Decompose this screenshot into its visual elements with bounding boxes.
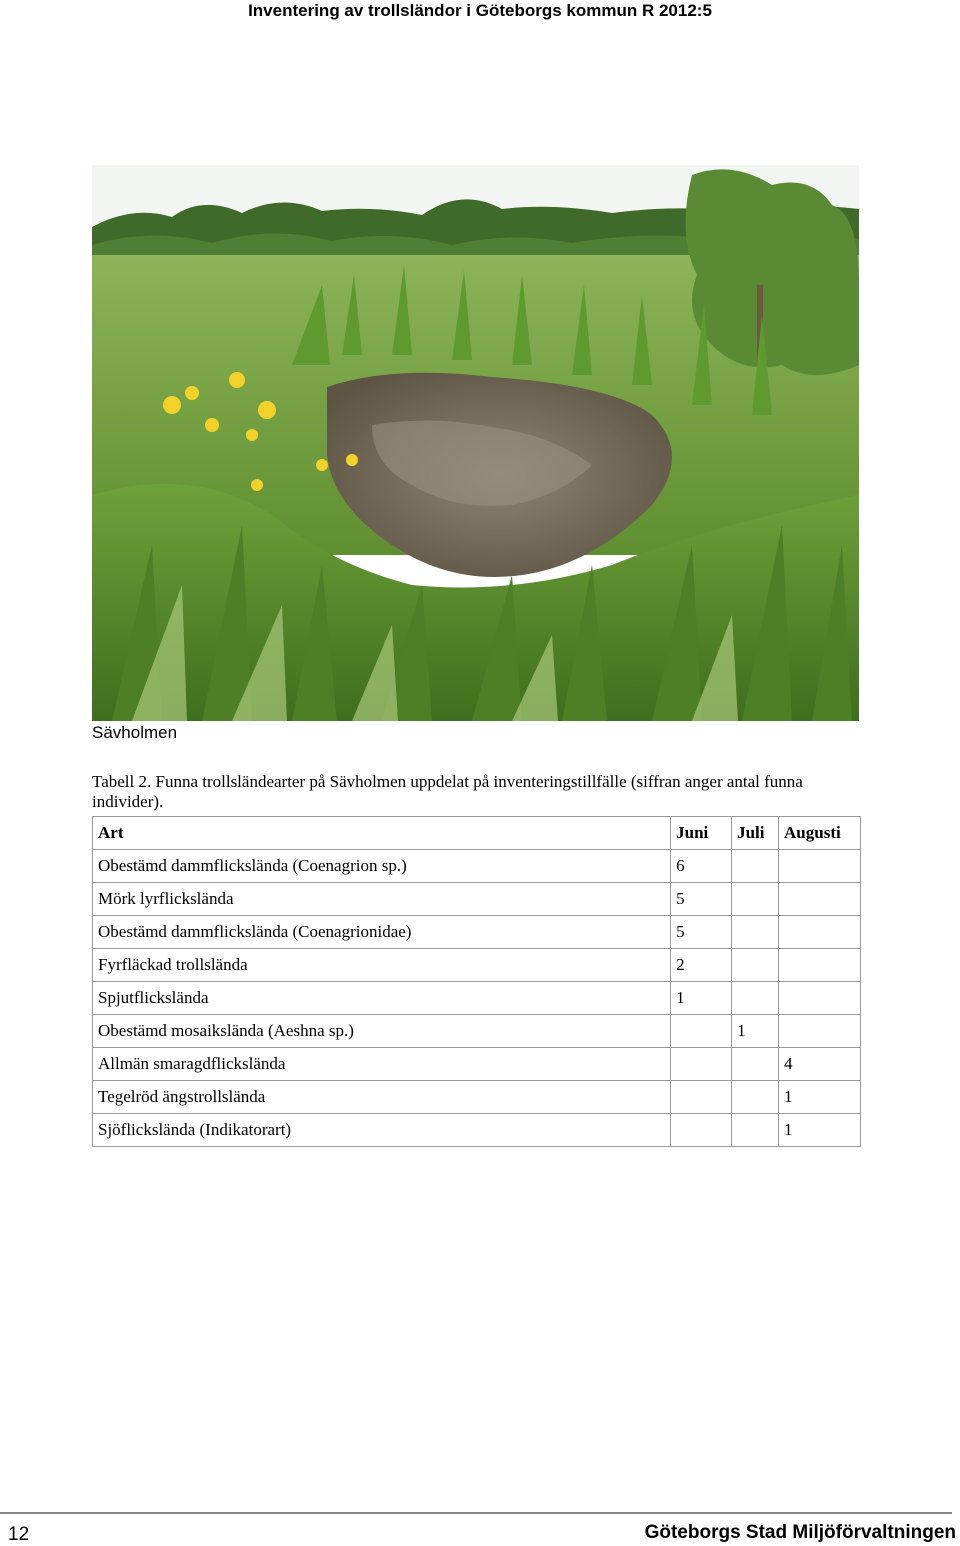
count-juli — [732, 916, 779, 949]
count-augusti: 4 — [779, 1048, 861, 1081]
footer-divider — [0, 1512, 952, 1514]
count-juli: 1 — [732, 1015, 779, 1048]
table-row — [93, 1114, 861, 1147]
count-augusti: 1 — [779, 1081, 861, 1114]
count-juli — [732, 1114, 779, 1147]
count-juni — [671, 1048, 732, 1081]
species-table — [92, 816, 861, 1147]
species-name: Fyrfläckad trollslända — [93, 949, 671, 982]
species-name: Tegelröd ängstrollslända — [93, 1081, 671, 1114]
count-augusti — [779, 1015, 861, 1048]
table-row — [93, 850, 861, 883]
table-row — [93, 1081, 861, 1114]
count-juli — [732, 1081, 779, 1114]
count-augusti: 1 — [779, 1114, 861, 1147]
count-augusti — [779, 850, 861, 883]
count-juni: 5 — [671, 916, 732, 949]
page-number: 12 — [8, 1524, 30, 1545]
footer-organization: Göteborgs Stad Miljöförvaltningen — [644, 1522, 956, 1543]
table-row — [93, 1015, 861, 1048]
count-juni: 6 — [671, 850, 732, 883]
species-name: Obestämd dammflickslända (Coenagrionidae) — [93, 916, 671, 949]
table-row — [93, 949, 861, 982]
header-juni: Juni — [671, 817, 732, 850]
species-name: Sjöflickslända (Indikatorart) — [93, 1114, 671, 1147]
count-augusti — [779, 883, 861, 916]
species-name: Spjutflickslända — [93, 982, 671, 1015]
table-header-row — [93, 817, 861, 850]
count-juli — [732, 982, 779, 1015]
table-row — [93, 1048, 861, 1081]
table-caption: Tabell 2. Funna trollsländearter på Sävholmen uppdelat på inventeringstillfälle (siffran anger antal funna individer). — [92, 772, 803, 811]
count-augusti — [779, 916, 861, 949]
count-juni — [671, 1015, 732, 1048]
header-art: Art — [93, 817, 671, 850]
table-row — [93, 982, 861, 1015]
count-augusti — [779, 982, 861, 1015]
wetland-photo-icon — [92, 165, 859, 721]
header-augusti: Augusti — [779, 817, 861, 850]
count-juni — [671, 1081, 732, 1114]
table-row — [93, 916, 861, 949]
count-juli — [732, 850, 779, 883]
species-name: Mörk lyrflickslända — [93, 883, 671, 916]
count-juli — [732, 949, 779, 982]
species-name: Obestämd mosaikslända (Aeshna sp.) — [93, 1015, 671, 1048]
photo-caption: Sävholmen — [92, 723, 178, 742]
table-row — [93, 883, 861, 916]
count-juni: 1 — [671, 982, 732, 1015]
count-juni: 5 — [671, 883, 732, 916]
count-juni: 2 — [671, 949, 732, 982]
species-name: Obestämd dammflickslända (Coenagrion sp.) — [93, 850, 671, 883]
species-name: Allmän smaragdflickslända — [93, 1048, 671, 1081]
count-juni — [671, 1114, 732, 1147]
count-augusti — [779, 949, 861, 982]
page-header: Inventering av trollsländor i Göteborgs kommun R 2012:5 — [248, 1, 712, 20]
count-juli — [732, 883, 779, 916]
header-juli: Juli — [732, 817, 779, 850]
count-juli — [732, 1048, 779, 1081]
